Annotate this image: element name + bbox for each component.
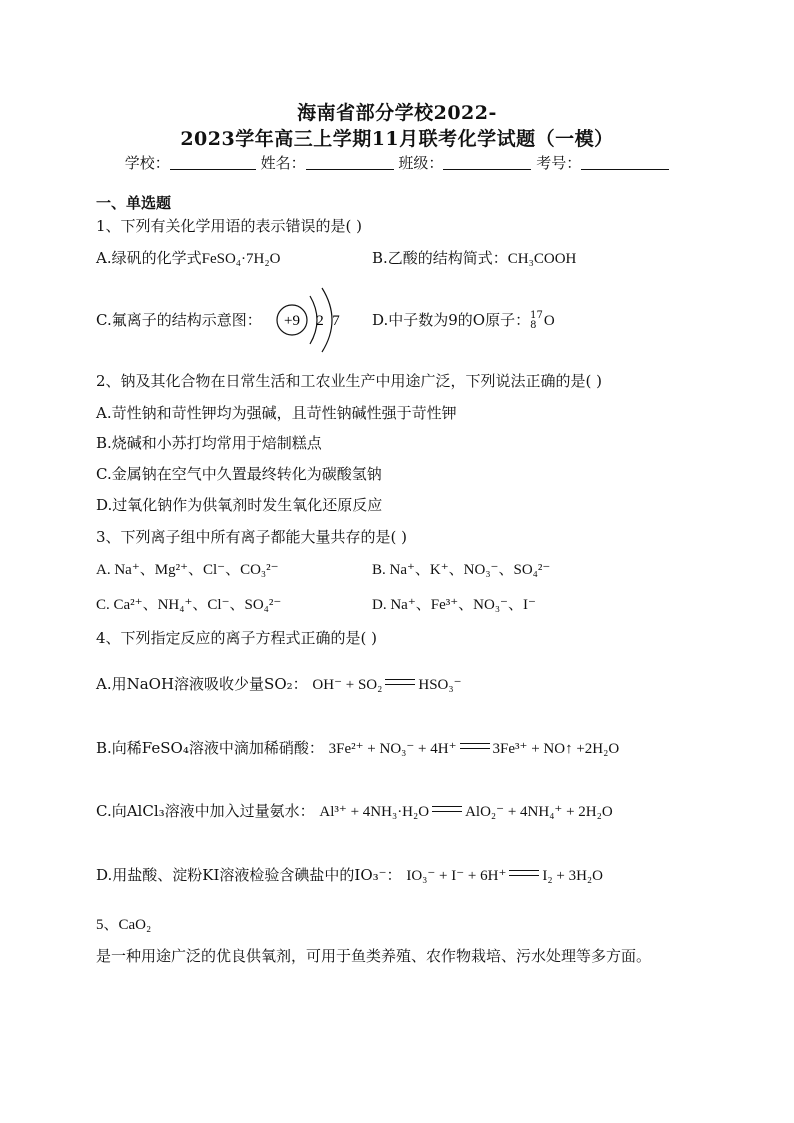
school-label: 学校： [124,154,170,172]
q4-option-b[interactable]: B.向稀FeSO₄溶液中滴加稀硝酸： 3Fe²⁺ + NO₃⁻ + 4H⁺ 3Fe³⁺ + NO↑ +2H₂O [96,739,620,757]
q3-option-c[interactable]: C. Ca²⁺、NH₄⁺、Cl⁻、SO₄²⁻ [96,597,282,613]
exam-number-blank[interactable] [581,155,669,170]
q2-option-d[interactable]: D.过氧化钠作为供氧剂时发生氧化还原反应 [96,496,383,514]
equals-sign [509,870,539,876]
q1-option-c[interactable]: C.氟离子的结构示意图： [96,311,262,329]
q3-stem: 3、下列离子组中所有离子都能大量共存的是( ) [96,528,408,546]
q3-option-d[interactable]: D. Na⁺、Fe³⁺、NO₃⁻、I⁻ [372,597,536,613]
q5-text: 是一种用途广泛的优良供氧剂，可用于鱼类养殖、农作物栽培、污水处理等多方面。 [96,947,652,965]
title-line-2: 2023学年高三上学期11月联考化学试题（一模） [180,128,614,150]
class-label: 班级： [398,154,444,172]
q3-option-a[interactable]: A. Na⁺、Mg²⁺、Cl⁻、CO₃²⁻ [96,562,279,578]
q1-option-d[interactable]: D.中子数为9的O原子： 17 8 O [372,310,555,331]
q2-option-b[interactable]: B.烧碱和小苏打均常用于焙制糕点 [96,434,322,452]
name-label: 姓名： [260,154,306,172]
q1-option-a[interactable]: A.绿矾的化学式FeSO₄·7H₂O [96,249,281,267]
q2-option-c[interactable]: C.金属钠在空气中久置最终转化为碳酸氢钠 [96,465,382,483]
q3-option-b[interactable]: B. Na⁺、K⁺、NO₃⁻、SO₄²⁻ [372,562,551,578]
q2-stem: 2、钠及其化合物在日常生活和工农业生产中用途广泛，下列说法正确的是( ) [96,372,603,390]
name-blank[interactable] [306,155,394,170]
nucleus-charge: +9 [284,313,300,329]
q1-stem: 1、下列有关化学用语的表示错误的是( ) [96,217,363,235]
shell-1-electrons: 2 [316,313,324,329]
title-line-1: 海南省部分学校2022- [297,102,497,124]
equals-sign [460,743,490,749]
q4-stem: 4、下列指定反应的离子方程式正确的是( ) [96,629,378,647]
exam-number-label: 考号： [536,154,582,172]
equals-sign [432,806,462,812]
nuclide-notation: 17 8 [530,310,543,331]
q4-option-a[interactable]: A.用NaOH溶液吸收少量SO₂： OH⁻ + SO₂ HSO₃⁻ [96,675,462,693]
q5-stem: 5、CaO₂ [96,917,152,933]
q1-option-b[interactable]: B.乙酸的结构简式：CH₃COOH [372,249,577,267]
student-info-row [0,152,794,173]
fluoride-ion-structure-diagram [270,282,362,358]
section-heading: 一、单选题 [96,194,172,212]
equals-sign [385,679,415,685]
q4-option-c[interactable]: C.向AlCl₃溶液中加入过量氨水： Al³⁺ + 4NH₃·H₂O AlO₂⁻ + 4NH₄⁺ + 2H₂O [96,802,613,820]
class-blank[interactable] [443,155,531,170]
school-blank[interactable] [170,155,256,170]
q2-option-a[interactable]: A.苛性钠和苛性钾均为强碱，且苛性钠碱性强于苛性钾 [96,404,457,422]
q4-option-d[interactable]: D.用盐酸、淀粉KI溶液检验含碘盐中的IO₃⁻： IO₃⁻ + I⁻ + 6H⁺ I₂ + 3H₂O [96,866,603,884]
shell-2-electrons: 7 [332,313,340,329]
